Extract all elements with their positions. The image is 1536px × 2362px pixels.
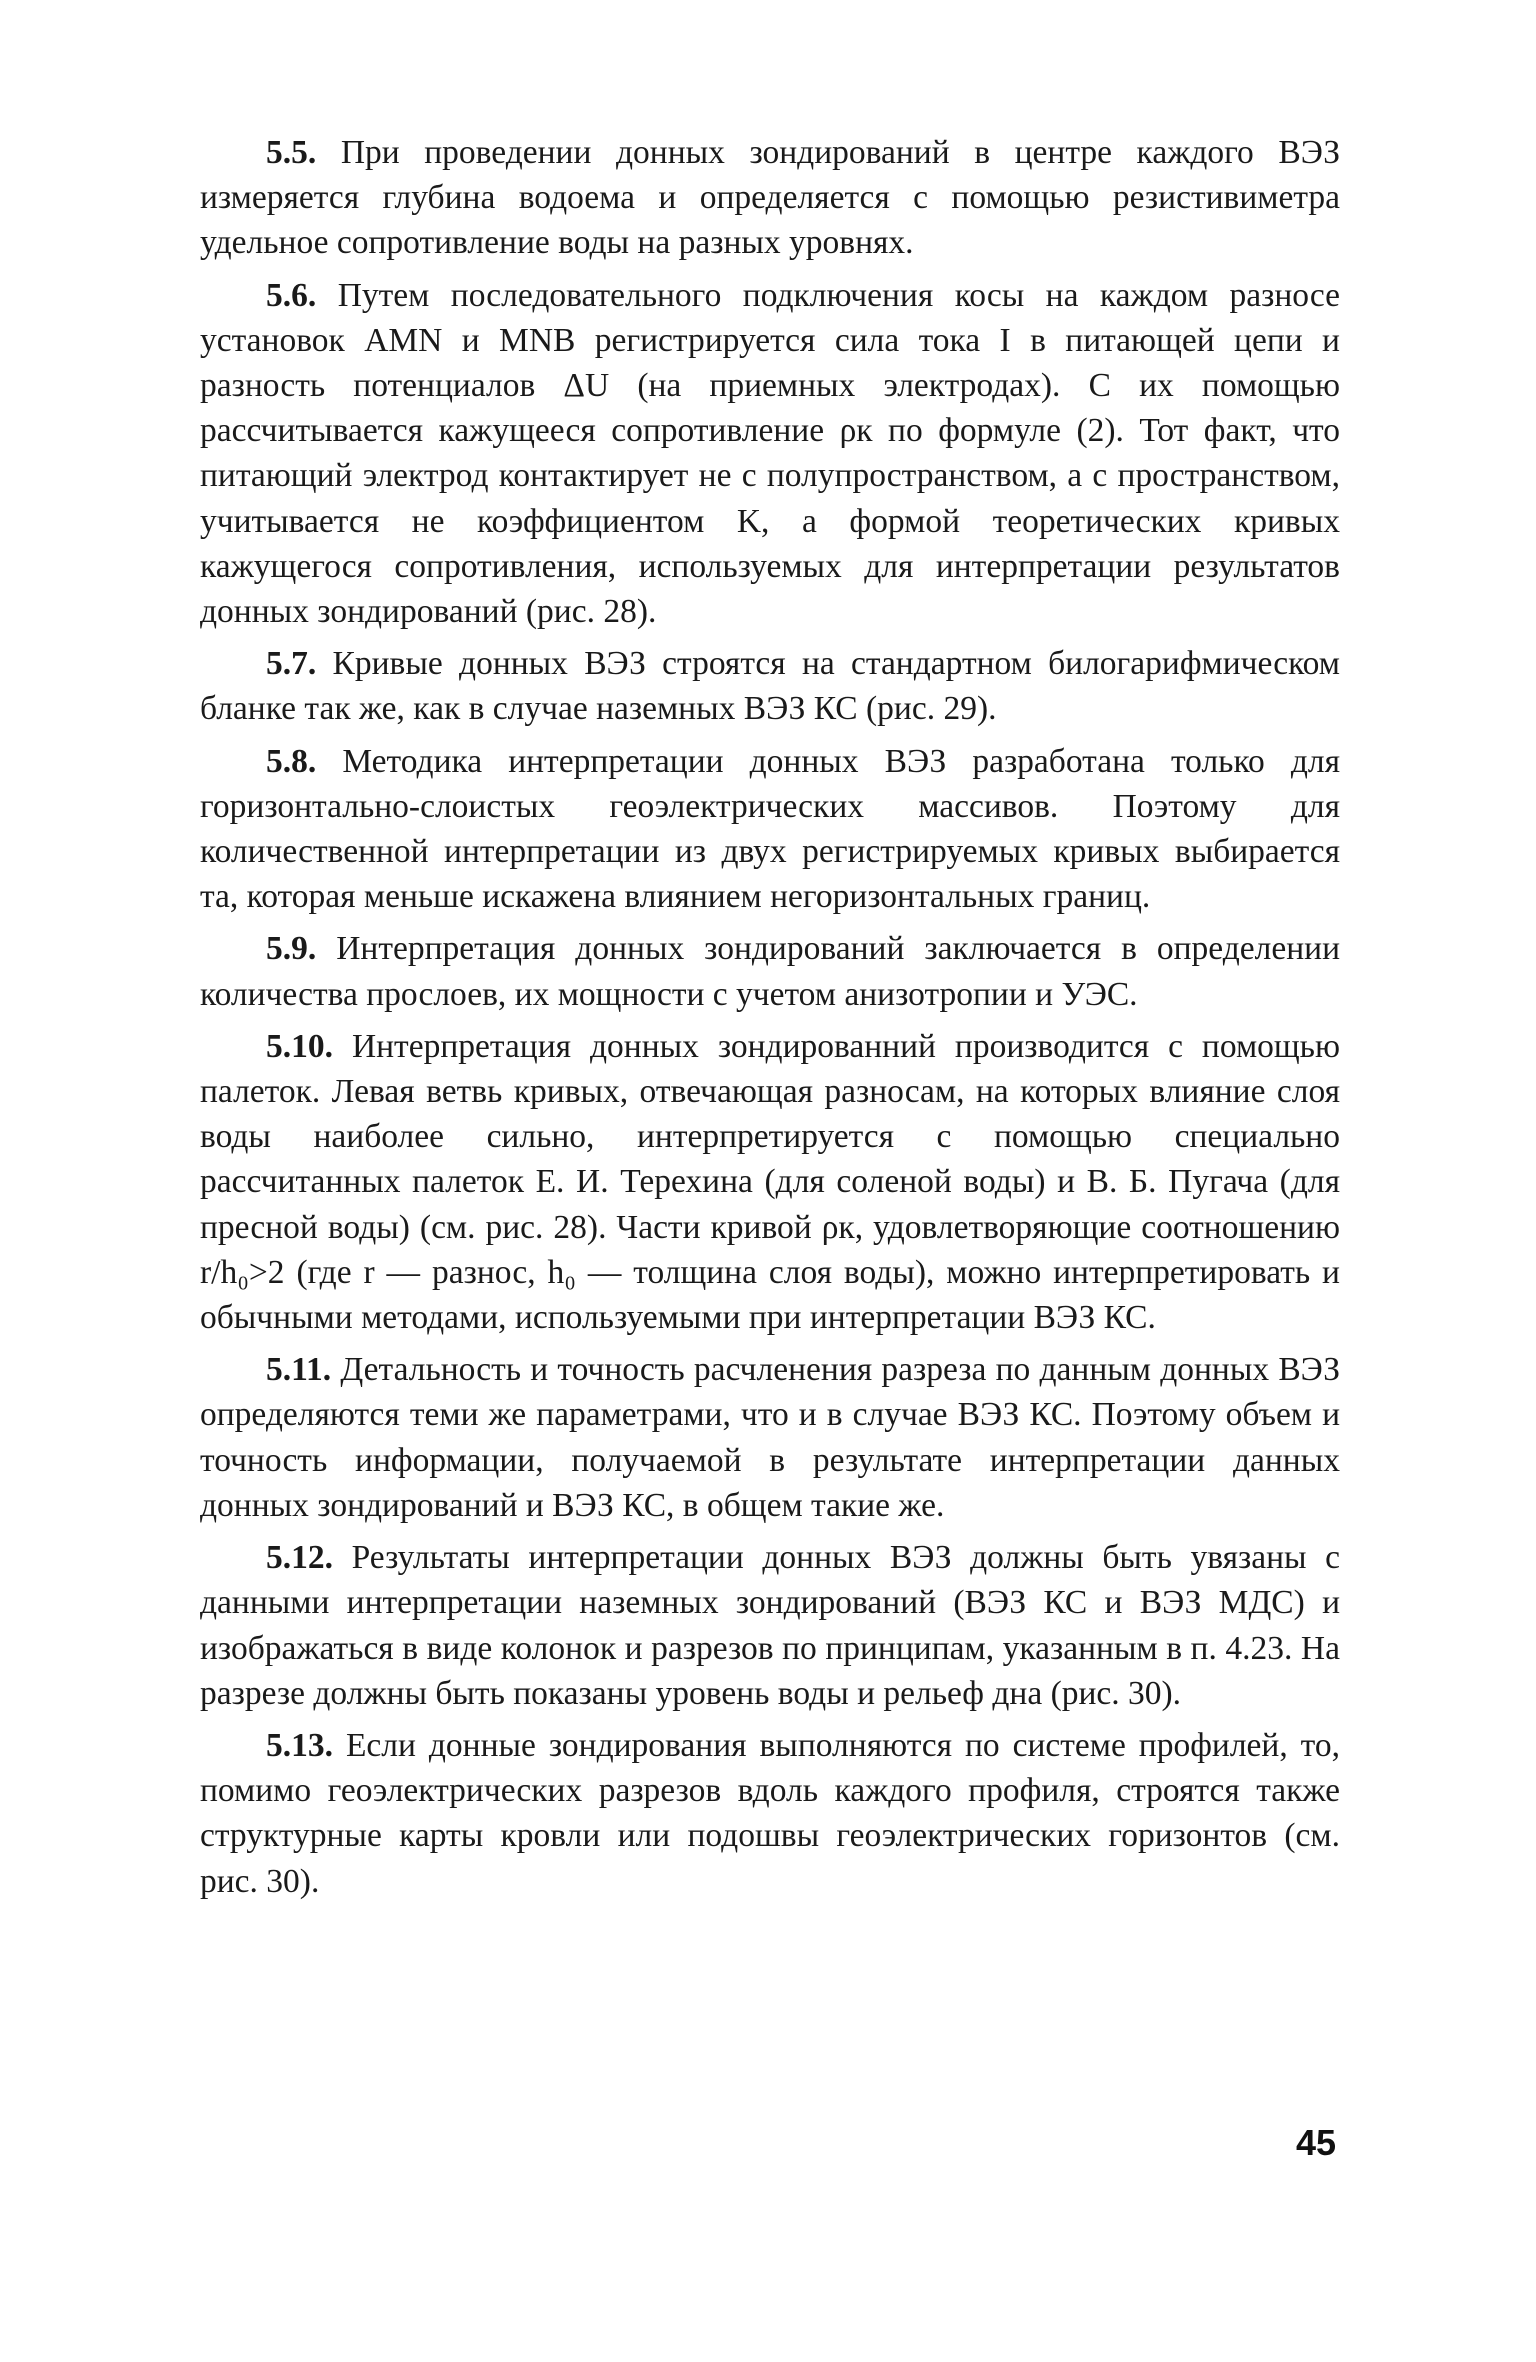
paragraph-5-10	[200, 1024, 1340, 1340]
section-number: 5.5.	[266, 134, 317, 171]
paragraph-text: Путем последовательного подключения косы на каждом разносе установок AMN и MNB регистрируется сила тока I в питающей цепи и разность потенциалов ΔU (на приемных электродах). С их помощью рассчитывается кажущееся сопротивление ρк по формуле (2). Тот факт, что питающий электрод контактирует не с полупространством, а с пространством, учитывается не коэффициентом K, а формой теоретических кривых кажущегося сопротивления, используемых для интерпретации результатов донных зондирований (рис. 28).	[200, 276, 1341, 631]
paragraph-text: Результаты интерпретации донных ВЭЗ должны быть увязаны с данными интерпретации наземных зондирований (ВЭЗ КС и ВЭЗ МДС) и изображаться в виде колонок и разрезов по принципам, указанным в п. 4.23. На разрезе должны быть показаны уровень воды и рельеф дна (рис. 30).	[200, 1539, 1340, 1712]
section-number: 5.9.	[266, 930, 317, 968]
paragraph-5-12	[200, 1535, 1340, 1716]
paragraph-5-6	[200, 273, 1340, 635]
paragraph-5-7	[200, 641, 1340, 731]
section-number: 5.13.	[266, 1726, 333, 1764]
section-number: 5.8.	[266, 742, 317, 780]
paragraph-5-9	[200, 926, 1340, 1016]
body-text	[200, 130, 1340, 1911]
section-number: 5.7.	[266, 645, 317, 683]
paragraph-text: Интерпретация донных зондирований заключается в определении количества прослоев, их мощности с учетом анизотропии и УЭС.	[200, 930, 1340, 1013]
paragraph-5-8	[200, 739, 1340, 920]
paragraph-text: Методика интерпретации донных ВЭЗ разработана только для горизонтально-слоистых геоэлектрических массивов. Поэтому для количественной интерпретации из двух регистрируемых кривых выбирается та, которая меньше искажена влиянием негоризонтальных границ.	[200, 742, 1341, 916]
page-number: 45	[1296, 2122, 1337, 2163]
paragraph-text: Если донные зондирования выполняются по системе профилей, то, помимо геоэлектрических разрезов вдоль каждого профиля, строятся также структурные карты кровли или подошвы геоэлектрических горизонтов (см. рис. 30).	[200, 1726, 1341, 1900]
paragraph-text: Кривые донных ВЭЗ строятся на стандартном билогарифмическом бланке так же, как в случае наземных ВЭЗ КС (рис. 29).	[200, 645, 1340, 728]
section-number: 5.6.	[266, 276, 317, 314]
paragraph-text: При проведении донных зондирований в центре каждого ВЭЗ измеряется глубина водоема и определяется с помощью резистивиметра удельное сопротивление воды на разных уровнях.	[200, 134, 1340, 262]
section-number: 5.11.	[266, 1351, 332, 1389]
paragraph-text: Интерпретация донных зондированний производится с помощью палеток. Левая ветвь кривых, отвечающая разносам, на которых влияние слоя воды наиболее сильно, интерпретируется с помощью специально рассчитанных палеток Е. И. Терехина (для соленой воды) и В. Б. Пугача (для пресной воды) (см. рис. 28). Части кривой ρк, удовлетворяющие соотношению r/h₀>2 (где r — разнос, h₀ — толщина слоя воды), можно интерпретировать и обычными методами, используемыми при интерпретации ВЭЗ КС.	[200, 1027, 1340, 1337]
paragraph-5-13	[200, 1723, 1340, 1904]
section-number: 5.12.	[266, 1539, 333, 1577]
paragraph-5-5	[200, 130, 1340, 266]
paragraph-text: Детальность и точность расчленения разреза по данным донных ВЭЗ определяются теми же параметрами, что и в случае ВЭЗ КС. Поэтому объем и точность информации, получаемой в результате интерпретации данных донных зондирований и ВЭЗ КС, в общем такие же.	[200, 1351, 1340, 1524]
paragraph-5-11	[200, 1347, 1340, 1528]
section-number: 5.10.	[266, 1027, 333, 1065]
